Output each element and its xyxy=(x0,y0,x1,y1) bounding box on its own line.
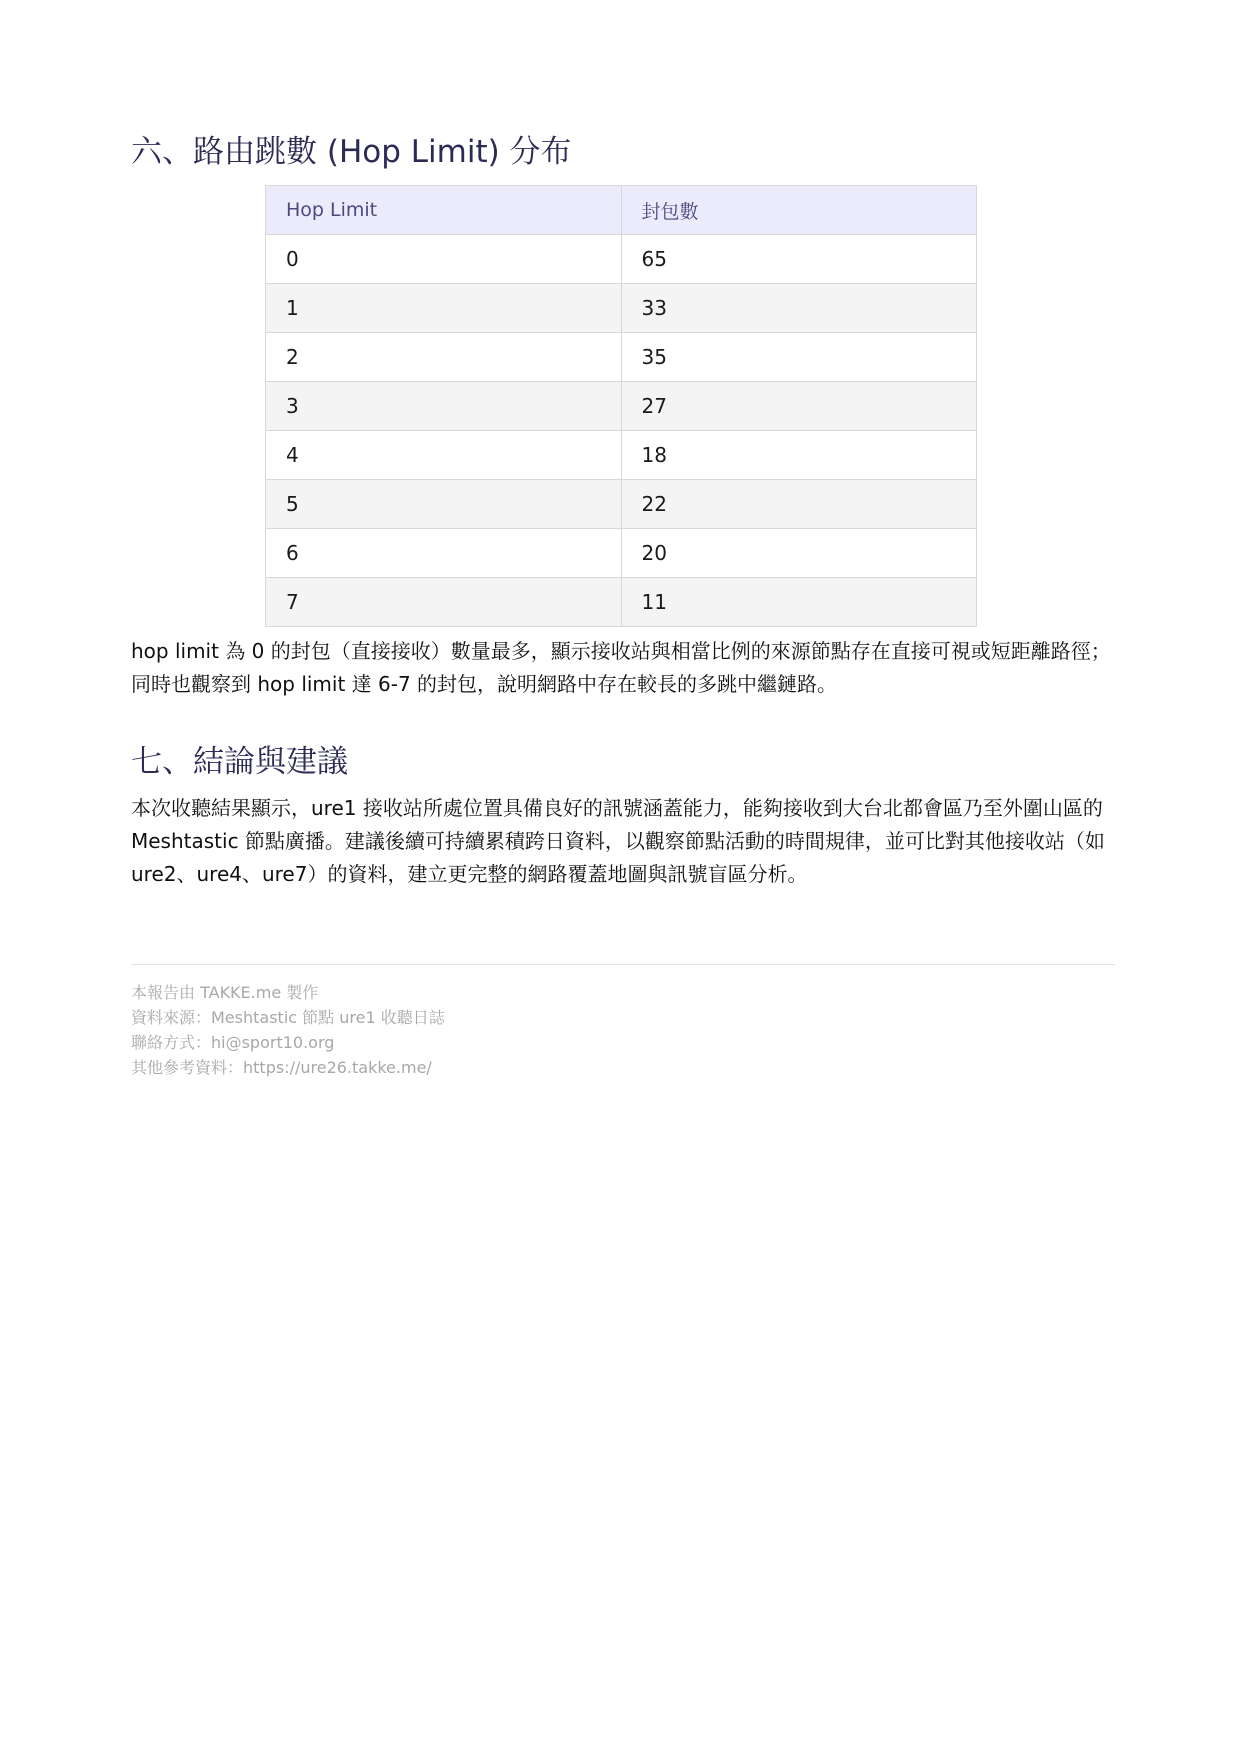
cell-hop-limit: 5 xyxy=(266,480,622,529)
table-row xyxy=(266,480,977,529)
footer-divider xyxy=(131,964,1115,965)
footer-credit: 本報告由 TAKKE.me 製作 xyxy=(131,983,319,1002)
column-header-packet-count: 封包數 xyxy=(621,186,977,235)
table-row xyxy=(266,431,977,480)
table-header-row xyxy=(266,186,977,235)
table-row xyxy=(266,529,977,578)
footer-contact: 聯絡方式：hi@sport10.org xyxy=(131,1033,335,1052)
conclusion-paragraph: 本次收聽結果顯示，ure1 接收站所處位置具備良好的訊號涵蓋能力，能夠接收到大台北都會區乃至外圍山區的Meshtastic 節點廣播。建議後續可持續累積跨日資料，以觀察節點活動的時間規律，並可比對其他接收站（如 ure2、ure4、ure7）的資料，建立更完整的網路覆蓋地圖與訊號盲區分析。 xyxy=(131,796,1105,886)
hop-limit-table xyxy=(265,185,977,627)
table-row xyxy=(266,333,977,382)
cell-hop-limit: 6 xyxy=(266,529,622,578)
cell-hop-limit: 4 xyxy=(266,431,622,480)
cell-packet-count: 33 xyxy=(621,284,977,333)
cell-hop-limit: 0 xyxy=(266,235,622,284)
table-row xyxy=(266,382,977,431)
table-row xyxy=(266,284,977,333)
column-header-hop-limit: Hop Limit xyxy=(266,186,622,235)
cell-packet-count: 27 xyxy=(621,382,977,431)
cell-packet-count: 22 xyxy=(621,480,977,529)
cell-hop-limit: 7 xyxy=(266,578,622,627)
hop-limit-analysis-paragraph: hop limit 為 0 的封包（直接接收）數量最多，顯示接收站與相當比例的來源節點存在直接可視或短距離路徑；同時也觀察到 hop limit 達 6-7 的封包，說明網路中存在較長的多跳中繼鏈路。 xyxy=(131,639,1111,696)
footer-reference-link[interactable]: 其他參考資料：https://ure26.takke.me/ xyxy=(131,1058,432,1077)
footer-data-source: 資料來源：Meshtastic 節點 ure1 收聽日誌 xyxy=(131,1008,445,1027)
report-footer xyxy=(131,980,445,1080)
cell-packet-count: 65 xyxy=(621,235,977,284)
cell-hop-limit: 3 xyxy=(266,382,622,431)
table-row xyxy=(266,235,977,284)
cell-hop-limit: 1 xyxy=(266,284,622,333)
table-row xyxy=(266,578,977,627)
cell-packet-count: 35 xyxy=(621,333,977,382)
cell-packet-count: 20 xyxy=(621,529,977,578)
cell-hop-limit: 2 xyxy=(266,333,622,382)
cell-packet-count: 11 xyxy=(621,578,977,627)
section-6-heading: 六、路由跳數 (Hop Limit) 分布 xyxy=(131,134,572,170)
cell-packet-count: 18 xyxy=(621,431,977,480)
section-7-heading: 七、結論與建議 xyxy=(131,744,348,780)
